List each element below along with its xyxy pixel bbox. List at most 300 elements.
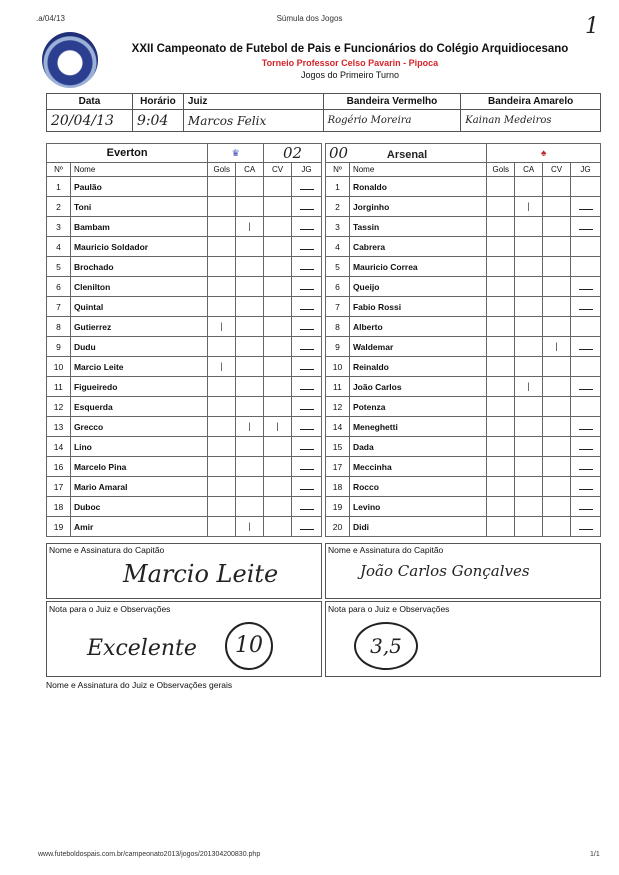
player-yellow-card — [236, 337, 264, 357]
player-goals — [487, 217, 515, 237]
player-number: 17 — [47, 477, 71, 497]
player-played — [571, 457, 601, 477]
played-dash-mark — [300, 389, 314, 390]
player-name: Bambam — [70, 217, 207, 237]
player-row — [326, 417, 601, 437]
player-goals — [208, 377, 236, 397]
player-name: Figueiredo — [70, 377, 207, 397]
player-red-card — [543, 217, 571, 237]
player-red-card — [543, 477, 571, 497]
red-flag-value: Rogério Moreira — [323, 110, 461, 132]
away-team-name: Arsenal — [386, 149, 428, 161]
player-red-card: | — [264, 417, 292, 437]
player-row — [47, 477, 322, 497]
col-yellow: CA — [236, 163, 264, 177]
player-played — [292, 377, 322, 397]
player-number: 14 — [47, 437, 71, 457]
col-goals: Gols — [208, 163, 236, 177]
player-red-card — [264, 397, 292, 417]
page-number-handwritten: 1 — [585, 14, 599, 39]
player-row — [326, 357, 601, 377]
player-red-card — [264, 437, 292, 457]
player-number: 2 — [326, 197, 350, 217]
away-score-cell — [326, 144, 487, 163]
player-red-card — [264, 257, 292, 277]
player-red-card — [543, 397, 571, 417]
player-goals — [208, 477, 236, 497]
player-red-card — [264, 477, 292, 497]
player-played — [571, 177, 601, 197]
player-name: Mauricio Correa — [349, 257, 486, 277]
player-name: João Carlos — [349, 377, 486, 397]
played-dash-mark — [300, 529, 314, 530]
away-notes-label: Nota para o Juiz e Observações — [328, 604, 450, 614]
played-dash-mark — [579, 349, 593, 350]
red-flag-header: Bandeira Vermelho — [323, 94, 461, 110]
player-goals — [487, 257, 515, 277]
played-dash-mark — [300, 509, 314, 510]
col-goals: Gols — [487, 163, 515, 177]
player-number: 19 — [47, 517, 71, 537]
player-row — [326, 377, 601, 397]
player-goals — [487, 337, 515, 357]
player-yellow-card — [236, 457, 264, 477]
player-goals — [487, 357, 515, 377]
player-yellow-card — [515, 517, 543, 537]
home-notes-text: Excelente — [87, 636, 197, 661]
player-row — [47, 217, 322, 237]
player-played — [571, 357, 601, 377]
played-dash-mark — [579, 429, 593, 430]
player-row — [326, 477, 601, 497]
player-name: Tassin — [349, 217, 486, 237]
player-name: Esquerda — [70, 397, 207, 417]
player-name: Gutierrez — [70, 317, 207, 337]
player-row — [326, 337, 601, 357]
player-played — [292, 417, 322, 437]
player-yellow-card — [515, 437, 543, 457]
player-name: Lino — [70, 437, 207, 457]
played-dash-mark — [300, 349, 314, 350]
player-played — [571, 497, 601, 517]
player-yellow-card — [515, 457, 543, 477]
player-number: 3 — [326, 217, 350, 237]
col-red: CV — [264, 163, 292, 177]
player-red-card — [543, 437, 571, 457]
player-name: Rocco — [349, 477, 486, 497]
player-goals — [208, 177, 236, 197]
yellow-flag-value: Kainan Medeiros — [461, 110, 601, 132]
player-name: Fabio Rossi — [349, 297, 486, 317]
player-goals — [208, 277, 236, 297]
home-notes-label: Nota para o Juiz e Observações — [49, 604, 171, 614]
footer-url: www.futeboldospais.com.br/campeonato2013/jogos/201304200830.php — [38, 851, 261, 858]
played-dash-mark — [579, 509, 593, 510]
player-red-card — [264, 357, 292, 377]
player-played — [571, 297, 601, 317]
player-row — [326, 497, 601, 517]
player-number: 19 — [326, 497, 350, 517]
player-played — [292, 437, 322, 457]
played-dash-mark — [579, 389, 593, 390]
player-goals — [487, 457, 515, 477]
player-row — [47, 397, 322, 417]
player-name: Potenza — [349, 397, 486, 417]
player-number: 7 — [326, 297, 350, 317]
player-name: Meneghetti — [349, 417, 486, 437]
played-dash-mark — [300, 489, 314, 490]
player-played — [571, 437, 601, 457]
player-red-card — [543, 497, 571, 517]
player-yellow-card — [515, 497, 543, 517]
player-number: 5 — [326, 257, 350, 277]
player-played — [292, 317, 322, 337]
player-number: 6 — [47, 277, 71, 297]
player-number: 8 — [47, 317, 71, 337]
player-played — [292, 337, 322, 357]
player-number: 4 — [47, 237, 71, 257]
played-dash-mark — [579, 229, 593, 230]
referee-value: Marcos Felix — [183, 110, 323, 132]
player-played — [292, 217, 322, 237]
player-goals — [208, 457, 236, 477]
player-goals — [487, 297, 515, 317]
home-team-crest-icon: ♛ — [208, 144, 264, 163]
player-played — [571, 317, 601, 337]
player-red-card — [264, 457, 292, 477]
player-red-card — [543, 257, 571, 277]
player-yellow-card — [515, 357, 543, 377]
away-captain-label: Nome e Assinatura do Capitão — [328, 545, 444, 555]
player-name: Dada — [349, 437, 486, 457]
player-yellow-card — [515, 397, 543, 417]
home-captain-label: Nome e Assinatura do Capitão — [49, 545, 165, 555]
player-number: 2 — [47, 197, 71, 217]
player-name: Ronaldo — [349, 177, 486, 197]
player-number: 14 — [326, 417, 350, 437]
player-name: Alberto — [349, 317, 486, 337]
played-dash-mark — [579, 209, 593, 210]
player-goals — [487, 397, 515, 417]
player-yellow-card — [515, 217, 543, 237]
player-row — [326, 437, 601, 457]
player-name: Dudu — [70, 337, 207, 357]
player-yellow-card — [515, 477, 543, 497]
away-captain-signature: João Carlos Gonçalves — [360, 562, 530, 580]
player-yellow-card — [515, 257, 543, 277]
player-name: Reinaldo — [349, 357, 486, 377]
player-row — [326, 397, 601, 417]
player-name: Meccinha — [349, 457, 486, 477]
player-played — [292, 257, 322, 277]
player-yellow-card — [236, 497, 264, 517]
player-goals — [208, 197, 236, 217]
tournament-subtitle: Torneio Professor Celso Pavarin - Pipoca — [261, 58, 439, 68]
player-played — [292, 197, 322, 217]
away-team-crest-icon: ♠ — [487, 144, 601, 163]
player-name: Marcio Leite — [70, 357, 207, 377]
col-played: JG — [571, 163, 601, 177]
player-yellow-card — [236, 237, 264, 257]
player-yellow-card — [236, 177, 264, 197]
player-played — [292, 297, 322, 317]
player-goals — [208, 437, 236, 457]
player-red-card — [264, 177, 292, 197]
player-yellow-card — [236, 297, 264, 317]
player-red-card — [264, 497, 292, 517]
player-played — [571, 477, 601, 497]
played-dash-mark — [579, 449, 593, 450]
player-number: 16 — [47, 457, 71, 477]
player-name: Toni — [70, 197, 207, 217]
player-goals — [208, 337, 236, 357]
player-red-card — [264, 317, 292, 337]
home-notes-box — [46, 601, 322, 677]
player-row — [47, 317, 322, 337]
played-dash-mark — [300, 269, 314, 270]
player-goals — [208, 417, 236, 437]
player-goals — [487, 177, 515, 197]
player-goals — [487, 517, 515, 537]
player-number: 12 — [47, 397, 71, 417]
player-yellow-card — [515, 317, 543, 337]
played-dash-mark — [300, 429, 314, 430]
player-goals — [487, 497, 515, 517]
player-red-card — [543, 297, 571, 317]
player-goals — [487, 417, 515, 437]
player-row — [47, 357, 322, 377]
away-captain-box — [325, 543, 601, 599]
round-label: Jogos do Primeiro Turno — [300, 70, 400, 80]
player-row — [326, 297, 601, 317]
referee-header: Juiz — [183, 94, 323, 110]
player-yellow-card — [236, 437, 264, 457]
player-row — [47, 277, 322, 297]
player-number: 3 — [47, 217, 71, 237]
player-row — [47, 497, 322, 517]
player-red-card — [264, 337, 292, 357]
player-played — [292, 237, 322, 257]
player-number: 10 — [326, 357, 350, 377]
player-number: 18 — [47, 497, 71, 517]
player-goals — [487, 377, 515, 397]
col-name: Nome — [70, 163, 207, 177]
player-played — [292, 517, 322, 537]
player-yellow-card — [515, 237, 543, 257]
player-name: Grecco — [70, 417, 207, 437]
player-goals — [208, 517, 236, 537]
player-row — [326, 177, 601, 197]
player-number: 15 — [326, 437, 350, 457]
played-dash-mark — [300, 209, 314, 210]
player-goals — [208, 497, 236, 517]
player-number: 5 — [47, 257, 71, 277]
player-goals — [487, 197, 515, 217]
player-red-card — [264, 377, 292, 397]
player-number: 17 — [326, 457, 350, 477]
player-number: 11 — [326, 377, 350, 397]
played-dash-mark — [579, 529, 593, 530]
home-team-sheet — [46, 143, 322, 537]
player-row — [47, 197, 322, 217]
player-row — [326, 317, 601, 337]
player-goals: | — [208, 317, 236, 337]
player-goals — [487, 477, 515, 497]
player-row — [47, 337, 322, 357]
player-played — [292, 477, 322, 497]
school-logo — [42, 32, 98, 88]
player-goals — [208, 217, 236, 237]
col-yellow: CA — [515, 163, 543, 177]
player-name: Clenilton — [70, 277, 207, 297]
time-value: 9:04 — [132, 110, 183, 132]
match-info-table — [46, 93, 601, 132]
player-row — [326, 257, 601, 277]
player-number: 8 — [326, 317, 350, 337]
player-goals — [208, 397, 236, 417]
col-no: Nº — [47, 163, 71, 177]
player-played — [292, 357, 322, 377]
player-name: Amir — [70, 517, 207, 537]
player-number: 20 — [326, 517, 350, 537]
played-dash-mark — [300, 449, 314, 450]
home-team-name: Everton — [47, 144, 208, 163]
player-goals — [487, 437, 515, 457]
player-red-card: | — [543, 337, 571, 357]
home-score: 02 — [264, 144, 322, 163]
player-goals — [487, 237, 515, 257]
print-date: .a/04/13 — [36, 14, 65, 23]
player-yellow-card — [236, 477, 264, 497]
player-yellow-card — [236, 317, 264, 337]
player-yellow-card — [236, 257, 264, 277]
player-number: 9 — [47, 337, 71, 357]
player-red-card — [543, 457, 571, 477]
player-yellow-card — [236, 277, 264, 297]
player-yellow-card — [515, 277, 543, 297]
away-team-sheet — [325, 143, 601, 537]
player-yellow-card: | — [515, 377, 543, 397]
player-goals: | — [208, 357, 236, 377]
played-dash-mark — [300, 469, 314, 470]
player-number: 7 — [47, 297, 71, 317]
player-red-card — [543, 277, 571, 297]
player-goals — [208, 257, 236, 277]
player-red-card — [543, 417, 571, 437]
player-played — [292, 397, 322, 417]
played-dash-mark — [579, 469, 593, 470]
player-row — [47, 237, 322, 257]
player-yellow-card — [236, 397, 264, 417]
player-name: Queijo — [349, 277, 486, 297]
player-red-card — [264, 197, 292, 217]
player-played — [292, 497, 322, 517]
player-row — [47, 377, 322, 397]
player-goals — [487, 317, 515, 337]
player-yellow-card — [236, 197, 264, 217]
player-goals — [487, 277, 515, 297]
played-dash-mark — [579, 289, 593, 290]
player-number: 1 — [326, 177, 350, 197]
player-row — [47, 517, 322, 537]
player-row — [47, 177, 322, 197]
col-red: CV — [543, 163, 571, 177]
player-red-card — [264, 237, 292, 257]
home-captain-signature: Marcio Leite — [123, 560, 279, 588]
player-red-card — [543, 357, 571, 377]
player-played — [571, 217, 601, 237]
player-played — [571, 397, 601, 417]
player-name: Cabrera — [349, 237, 486, 257]
player-red-card — [543, 317, 571, 337]
player-red-card — [543, 197, 571, 217]
played-dash-mark — [300, 309, 314, 310]
general-notes-label: Nome e Assinatura do Juiz e Observações gerais — [46, 680, 233, 690]
player-number: 1 — [47, 177, 71, 197]
player-played — [292, 277, 322, 297]
player-yellow-card: | — [236, 217, 264, 237]
player-row — [326, 217, 601, 237]
played-dash-mark — [300, 229, 314, 230]
player-yellow-card — [515, 417, 543, 437]
player-number: 12 — [326, 397, 350, 417]
player-red-card — [543, 377, 571, 397]
played-dash-mark — [300, 289, 314, 290]
home-grade: 10 — [225, 622, 273, 670]
player-played — [292, 177, 322, 197]
played-dash-mark — [579, 309, 593, 310]
played-dash-mark — [579, 489, 593, 490]
player-name: Duboc — [70, 497, 207, 517]
player-red-card — [543, 237, 571, 257]
player-row — [326, 277, 601, 297]
player-name: Mauricio Soldador — [70, 237, 207, 257]
away-notes-box — [325, 601, 601, 677]
player-row — [47, 297, 322, 317]
player-name: Mario Amaral — [70, 477, 207, 497]
player-number: 4 — [326, 237, 350, 257]
player-yellow-card: | — [236, 417, 264, 437]
player-number: 9 — [326, 337, 350, 357]
player-played — [571, 517, 601, 537]
player-name: Brochado — [70, 257, 207, 277]
player-number: 6 — [326, 277, 350, 297]
played-dash-mark — [300, 249, 314, 250]
player-row — [326, 517, 601, 537]
player-played — [571, 337, 601, 357]
away-score: 00 — [329, 144, 349, 162]
player-played — [571, 377, 601, 397]
player-number: 18 — [326, 477, 350, 497]
player-row — [326, 197, 601, 217]
player-number: 13 — [47, 417, 71, 437]
col-played: JG — [292, 163, 322, 177]
col-name: Nome — [349, 163, 486, 177]
player-row — [47, 437, 322, 457]
player-red-card — [264, 277, 292, 297]
player-name: Paulão — [70, 177, 207, 197]
player-name: Levino — [349, 497, 486, 517]
player-number: 11 — [47, 377, 71, 397]
player-played — [571, 237, 601, 257]
championship-title: XXII Campeonato de Futebol de Pais e Funcionários do Colégio Arquidiocesano — [131, 43, 569, 55]
doc-title: Súmula dos Jogos — [276, 14, 343, 23]
player-red-card — [264, 297, 292, 317]
player-row — [326, 237, 601, 257]
time-header: Horário — [132, 94, 183, 110]
player-name: Quintal — [70, 297, 207, 317]
player-yellow-card — [515, 177, 543, 197]
